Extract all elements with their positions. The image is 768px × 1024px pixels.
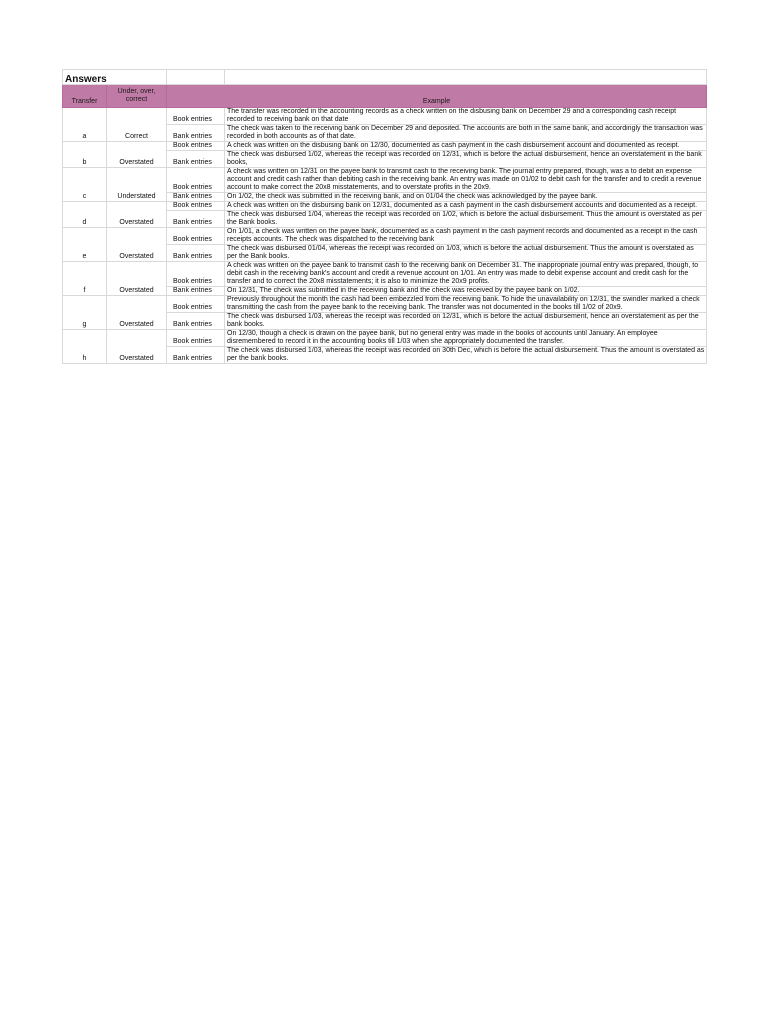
table-row bbox=[63, 108, 707, 125]
book-entries-label: Book entries bbox=[167, 262, 225, 287]
book-entries-example: The transfer was recorded in the accounting records as a check written on the disbusing bank on December 29 and a corresponding cash receipt recorded to receiving bank on that date bbox=[225, 108, 707, 125]
bank-entries-label: Bank entries bbox=[167, 125, 225, 142]
table-row bbox=[63, 168, 707, 193]
book-entries-label: Book entries bbox=[167, 330, 225, 347]
bank-entries-example: The check was disbursed 1/03, whereas the receipt was recorded on 12/31, which is before the actual disbursement, hence an overstatement as per the bank books. bbox=[225, 313, 707, 330]
bank-entries-label: Bank entries bbox=[167, 347, 225, 364]
header-status: Under, over, correct bbox=[107, 85, 167, 108]
bank-entries-example: The check was disbursed 1/02, whereas the receipt was recorded on 12/31, which is before the actual disbursement, hence an overstatement in the bank books, bbox=[225, 151, 707, 168]
transfer-status: Correct bbox=[107, 108, 167, 142]
sheet-title: Answers bbox=[63, 70, 167, 85]
bank-entries-example: The check was disbursed 1/03, whereas the receipt was recorded on 30th Dec, which is before the actual disbursement. Thus the amount is overstated as per the bank books. bbox=[225, 347, 707, 364]
table-row bbox=[63, 142, 707, 151]
book-entries-example: On 12/30, though a check is drawn on the payee bank, but no general entry was made in the books of accounts until January. An employee disremembered to record it in the accounting books till 1/03 when she appropriately documented the transfer. bbox=[225, 330, 707, 347]
table-row bbox=[63, 262, 707, 287]
transfer-letter: h bbox=[63, 330, 107, 364]
table-row bbox=[63, 296, 707, 313]
transfer-letter: f bbox=[63, 262, 107, 296]
transfer-status: Overstated bbox=[107, 296, 167, 330]
bank-entries-label: Bank entries bbox=[167, 313, 225, 330]
book-entries-label: Book entries bbox=[167, 296, 225, 313]
bank-entries-example: On 12/31, The check was submitted in the receiving bank and the check was received by the payee bank on 1/02. bbox=[225, 287, 707, 296]
book-entries-example: A check was written on the disbursing bank on 12/31, documented as a cash payment in the cash disbursement accounts and documented as a receipt. bbox=[225, 202, 707, 211]
transfer-status: Overstated bbox=[107, 202, 167, 228]
book-entries-example: On 1/01, a check was written on the payee bank, documented as a cash payment in the cash payment records and documented as a receipt in the cash receipts accounts. The check was dispatched to the receiving bank bbox=[225, 228, 707, 245]
header-row bbox=[63, 85, 707, 108]
header-transfer: Transfer bbox=[63, 85, 107, 108]
bank-entries-example: The check was taken to the receiving bank on December 29 and deposited. The accounts are both in the same bank, and accordingly the transaction was recorded in both accounts as of that date. bbox=[225, 125, 707, 142]
bank-entries-label: Bank entries bbox=[167, 193, 225, 202]
transfer-status: Overstated bbox=[107, 262, 167, 296]
book-entries-label: Book entries bbox=[167, 228, 225, 245]
bank-entries-example: The check was disbursed 1/04, whereas the receipt was recorded on 1/02, which is before the actual disbursement. Thus the amount is overstated as per the Bank books. bbox=[225, 211, 707, 228]
book-entries-example: A check was written on 12/31 on the payee bank to transmit cash to the receiving bank. The journal entry prepared, though, was a to debit an expense account and credit cash rather than debiting cash in the receiving bank. An entry was made on 01/02 to debit cash for the transfer and to credit a revenue account to make correct the 20x8 misstatements, and to overstate profits in the 20x9. bbox=[225, 168, 707, 193]
transfer-letter: e bbox=[63, 228, 107, 262]
transfer-letter: a bbox=[63, 108, 107, 142]
table-body bbox=[63, 108, 707, 364]
transfer-status: Overstated bbox=[107, 228, 167, 262]
table-row bbox=[63, 330, 707, 347]
empty-cell bbox=[225, 70, 707, 85]
empty-cell bbox=[167, 70, 225, 85]
book-entries-label: Book entries bbox=[167, 168, 225, 193]
answers-sheet bbox=[62, 69, 706, 364]
book-entries-example: Previously throughout the month the cash had been embezzled from the receiving bank. To hide the unavailability on 12/31, the swindler marked a check transmitting the cash from the payee bank to the receiving bank. The transfer was not documented in the books till 1/02 of 20x9. bbox=[225, 296, 707, 313]
table-row bbox=[63, 228, 707, 245]
bank-entries-label: Bank entries bbox=[167, 211, 225, 228]
transfer-status: Overstated bbox=[107, 330, 167, 364]
answers-table bbox=[62, 69, 707, 364]
book-entries-example: A check was written on the payee bank to transmit cash to the receiving bank on December 31. The inappropriate journal entry was prepared, though, to debit cash in the receiving bank's account and credit a revenue account on 1/01. An entry was made to debit expense account and credit cash for the transfer and to correct the 20x8 misstatements; it is also to minimize the 20x9 profits. bbox=[225, 262, 707, 287]
table-row bbox=[63, 202, 707, 211]
transfer-letter: b bbox=[63, 142, 107, 168]
transfer-letter: d bbox=[63, 202, 107, 228]
bank-entries-example: The check was disbursed 01/04, whereas the receipt was recorded on 1/03, which is before the actual disbursement. Thus the amount is overstated as per the Bank books. bbox=[225, 245, 707, 262]
header-example: Example bbox=[167, 85, 707, 108]
transfer-status: Overstated bbox=[107, 142, 167, 168]
book-entries-example: A check was written on the disbusing bank on 12/30, documented as cash payment in the cash disbursement account and documented as receipt. bbox=[225, 142, 707, 151]
book-entries-label: Book entries bbox=[167, 142, 225, 151]
bank-entries-label: Bank entries bbox=[167, 287, 225, 296]
book-entries-label: Book entries bbox=[167, 202, 225, 211]
bank-entries-label: Bank entries bbox=[167, 151, 225, 168]
bank-entries-example: On 1/02, the check was submitted in the receiving bank, and on 01/04 the check was acknowledged by the payee bank. bbox=[225, 193, 707, 202]
transfer-status: Understated bbox=[107, 168, 167, 202]
book-entries-label: Book entries bbox=[167, 108, 225, 125]
bank-entries-label: Bank entries bbox=[167, 245, 225, 262]
transfer-letter: c bbox=[63, 168, 107, 202]
transfer-letter: g bbox=[63, 296, 107, 330]
